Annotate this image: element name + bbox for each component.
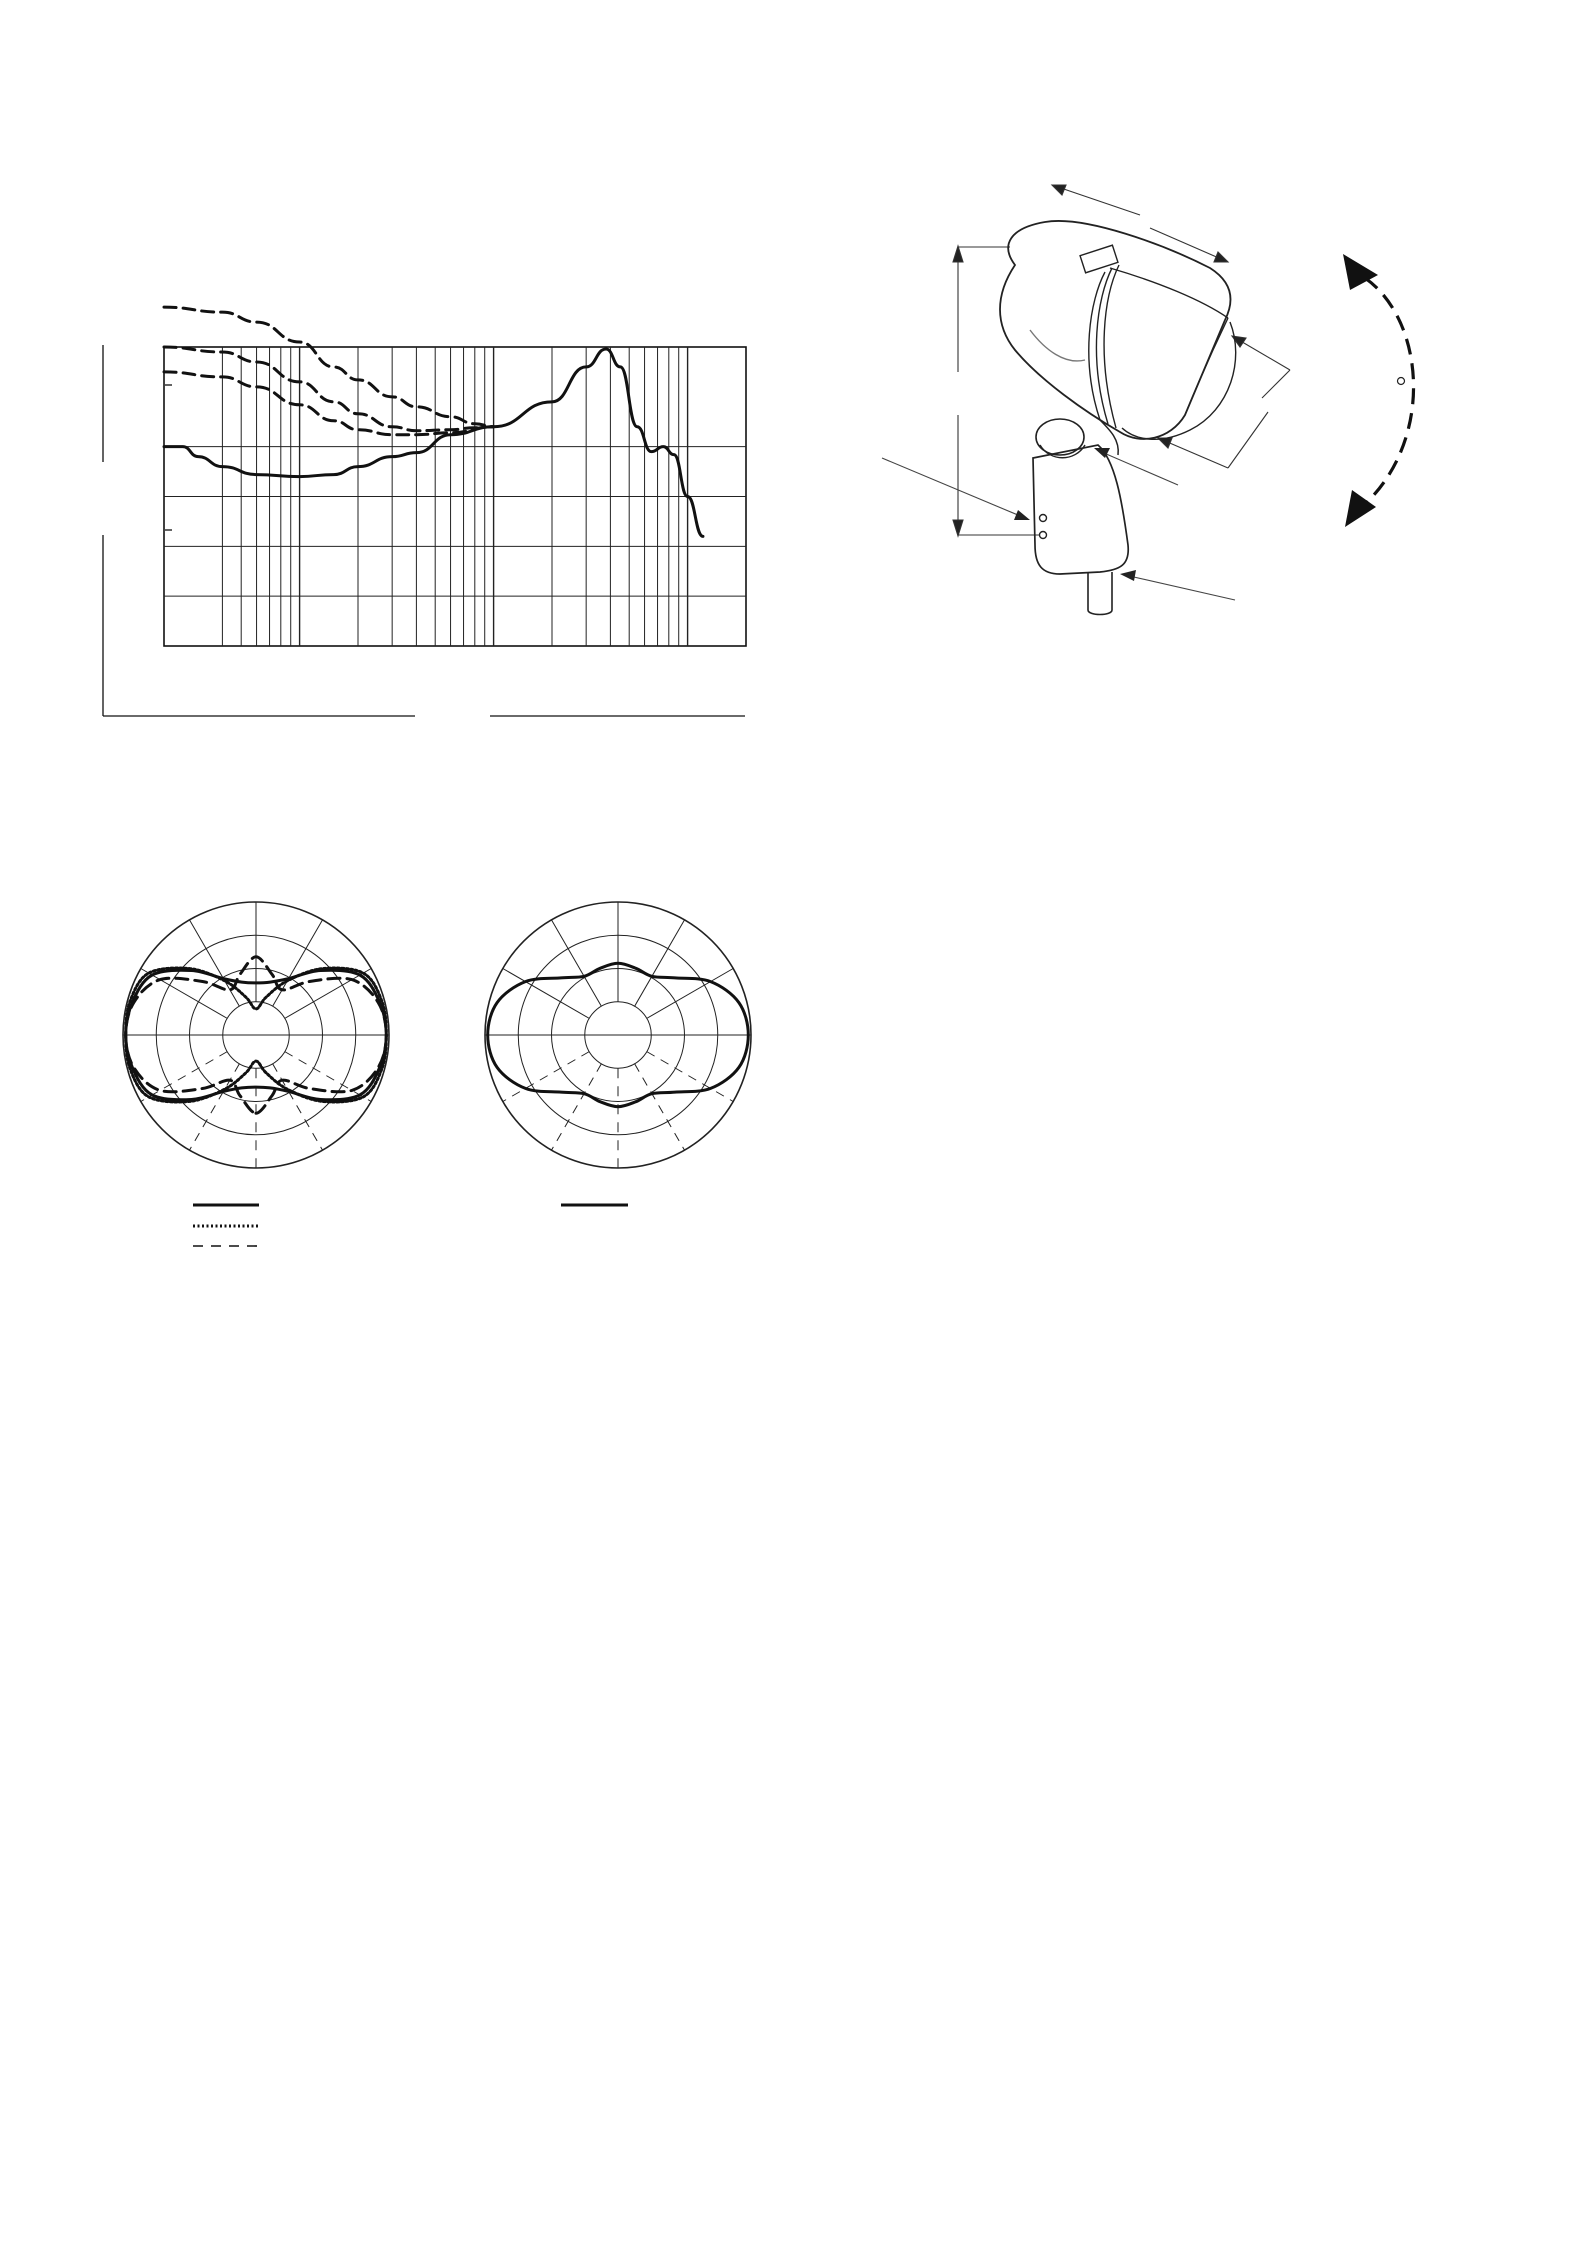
rotation-arc-dashed xyxy=(1363,278,1414,506)
polar-grid-left xyxy=(123,902,389,1168)
leader-arrowhead-switch xyxy=(1014,510,1030,520)
microphone-drawing xyxy=(882,185,1414,615)
polar-grid-right xyxy=(485,902,751,1168)
frequency-frame-lines xyxy=(103,345,745,716)
dim-height-arrowhead-bottom xyxy=(953,520,963,536)
dimension-diameter-arrow xyxy=(1158,336,1290,468)
mic-switch-hole-2 xyxy=(1040,532,1047,539)
response-curve-4 xyxy=(164,372,494,435)
response-curve-3 xyxy=(164,347,494,431)
leader-line-switch xyxy=(882,458,1025,518)
dim-length-arrowhead-a xyxy=(1052,185,1066,195)
frequency-curves xyxy=(164,307,703,536)
mic-grille-ring-5 xyxy=(1104,265,1119,428)
rotation-pivot-dot xyxy=(1398,378,1405,385)
dimension-length-arrow xyxy=(1052,185,1228,262)
leader-line-stand xyxy=(1125,575,1235,600)
leader-line-clamp xyxy=(1097,450,1178,485)
polar-spoke xyxy=(273,920,323,1006)
dim-height-arrowhead-top xyxy=(953,246,963,262)
polar-spoke xyxy=(190,920,240,1006)
mic-grille-ring-2 xyxy=(1110,268,1228,318)
dim-diam-line-b xyxy=(1262,370,1290,398)
mic-body-shade xyxy=(1030,330,1085,361)
mic-stand-adapter xyxy=(1088,572,1112,615)
rotation-arrowhead-bottom xyxy=(1345,490,1376,527)
polar-spoke xyxy=(635,1064,685,1150)
frequency-grid xyxy=(164,347,746,646)
mic-switch-hole-1 xyxy=(1040,515,1047,522)
response-curve-2 xyxy=(164,307,494,427)
mic-front-dome xyxy=(1122,322,1236,439)
response-curve-1 xyxy=(164,349,703,536)
polar-spoke xyxy=(635,920,685,1006)
polar-spoke xyxy=(552,920,602,1006)
polar-legend-left xyxy=(193,1205,259,1246)
dim-length-arrowhead-b xyxy=(1214,252,1228,262)
polar-spoke xyxy=(273,1064,323,1150)
mic-mount-block xyxy=(1033,445,1128,574)
leader-arrowhead-stand xyxy=(1120,570,1136,581)
dim-diam-line-d xyxy=(1228,412,1268,468)
polar-pattern-right xyxy=(485,902,751,1205)
dim-length-line-a xyxy=(1052,185,1140,215)
polar-spoke xyxy=(190,1064,240,1150)
frequency-response-chart xyxy=(103,307,746,716)
polar-pattern-left xyxy=(123,902,389,1246)
dimension-height-arrow xyxy=(953,246,1040,536)
polar-spoke xyxy=(552,1064,602,1150)
